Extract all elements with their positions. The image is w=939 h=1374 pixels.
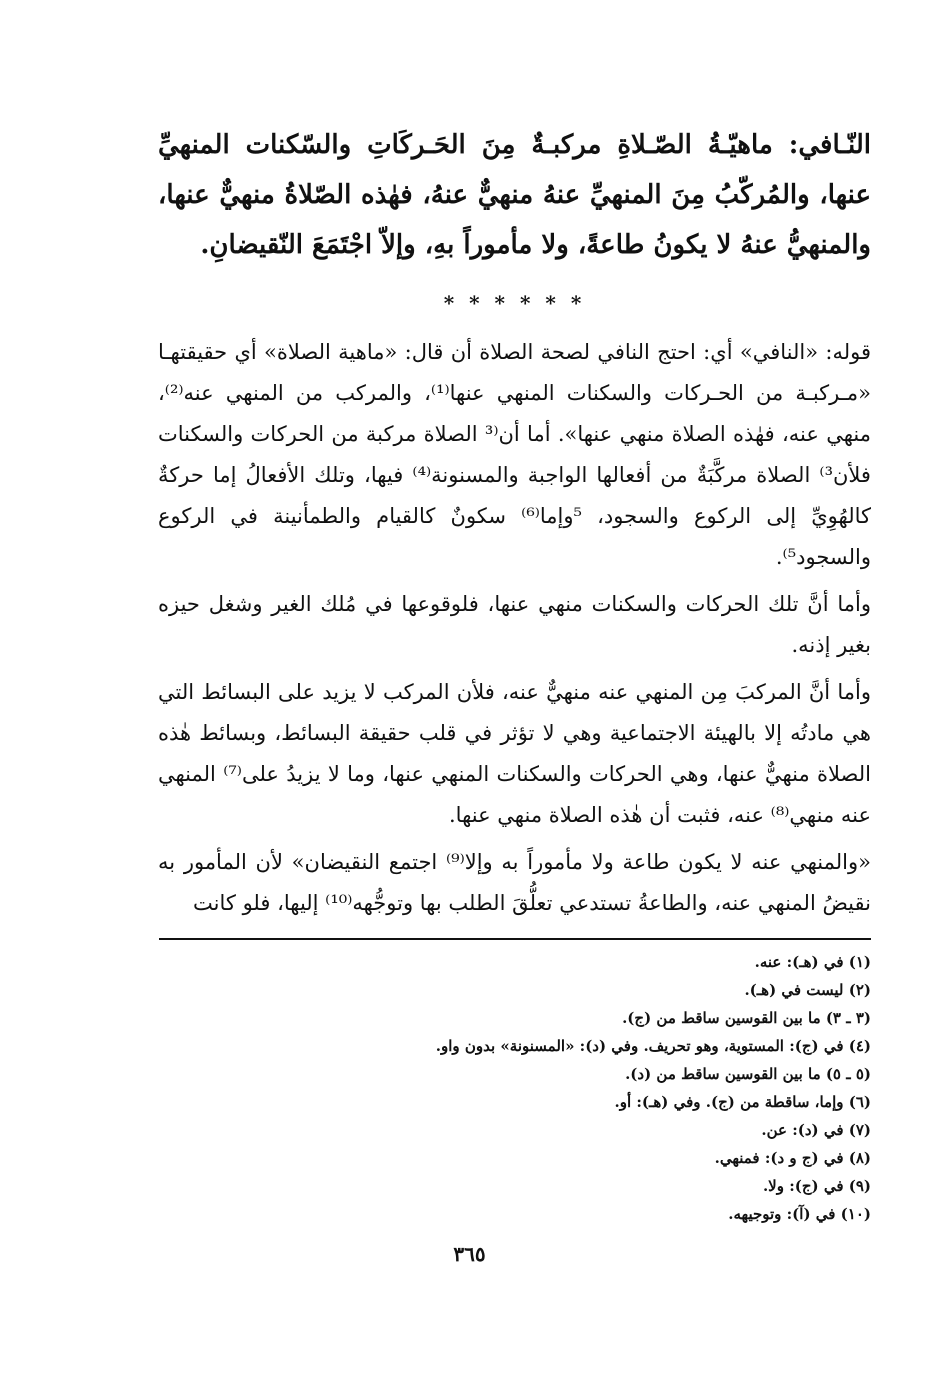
commentary-paragraph: وأما أنَّ تلك الحركات والسكنات منهي عنها، فلوقوعها في مُلك الغير وشغل حيزه بغير إذنه.	[158, 592, 871, 657]
footnote-item: (٨) في (ج و د): فمنهي.	[714, 1149, 871, 1167]
footnote-item: (١) في (هـ): عنه.	[754, 953, 871, 971]
commentary	[158, 332, 871, 924]
footnote-divider	[159, 938, 871, 940]
footnote-item: (٢) ليست في (هـ).	[744, 981, 871, 999]
matn-text: النّـافي: ماهيّـةُ الصّـلاةِ مركبـةٌ مِنَ الحَـركَاتِ والسّكنات المنهيِّ عنها، والمُركّبُ مِنَ المنهيِّ عنهُ منهيٌّ عنهُ، فهٰذه الصّلاةُ منهيٌّ عنها، والمنهيُّ عنهُ لا يكونُ طاعةً، ولا مأموراً بهِ، وإلاّ اجْتَمَعَ النّقيضانِ.	[158, 130, 871, 260]
commentary-paragraph: وأما أنَّ المركبَ مِن المنهي عنه منهيٌّ عنه، فلأن المركب لا يزيد على البسائط التي هي مادتُه إلا بالهيئة الاجتماعية وهي لا تؤثر في قلب حقيقة البسائط، وبسائط هٰذه الصلاة منهيٌّ عنها، وهي الحركات والسكنات المنهي عنها، وما لا يزيدُ على⁽⁷⁾ المنهي عنه منهي⁽⁸⁾ عنه، فثبت أن هٰذه الصلاة منهي عنها.	[158, 680, 871, 827]
section-separator: * * * * * *	[443, 291, 586, 315]
footnote-item: (٦) وإما، ساقطة من (ج). وفي (هـ): أو.	[614, 1093, 871, 1111]
footnote-item: (١٠) في (آ): وتوجيهه.	[728, 1205, 871, 1223]
page-content	[158, 120, 871, 1374]
footnote-item: (٥ ـ ٥) ما بين القوسين ساقط من (د).	[625, 1065, 871, 1083]
commentary-paragraph: قوله: «النافي» أي: احتج النافي لصحة الصلاة أن قال: «ماهية الصلاة» أي حقيقتهـا «مـركبـة من الحـركات والسكنات المنهي عنها⁽¹⁾، والمركب من المنهي عنه⁽²⁾، منهي عنه، فهٰذه الصلاة منهي عنها». أما أن⁽³ الصلاة مركبة من الحركات والسكنات فلأن³⁾ الصلاة مركَّبَةٌ من أفعالها الواجبة والمسنونة⁽⁴⁾ فيها، وتلك الأفعالُ إما حركةٌ كالهُوِيِّ إلى الركوع والسجود، ⁵وإما⁽⁶⁾ سكونٌ كالقيام والطمأنينة في الركوع والسجود⁵⁾.	[158, 340, 871, 569]
footnotes-list	[158, 948, 871, 1228]
commentary-paragraph: «والمنهي عنه لا يكون طاعة ولا مأموراً به وإلا⁽⁹⁾ اجتمع النقيضان» لأن المأمور به نقيضُ المنهي عنه، والطاعةُ تستدعي تعلُّقَ الطلب بها وتوجُّهه⁽¹⁰⁾ إليها، فلو كانت	[158, 850, 871, 915]
footnote-item: (٣ ـ ٣) ما بين القوسين ساقط من (ج).	[622, 1009, 871, 1027]
footnote-item: (٤) في (ج): المستوية، وهو تحريف. وفي (د): «المسنونة» بدون واو.	[435, 1037, 871, 1055]
footnote-item: (٩) في (ج): ولا.	[762, 1177, 871, 1195]
page-number: ٣٦٥	[453, 1242, 486, 1266]
footnote-item: (٧) في (د): عن.	[761, 1121, 871, 1139]
